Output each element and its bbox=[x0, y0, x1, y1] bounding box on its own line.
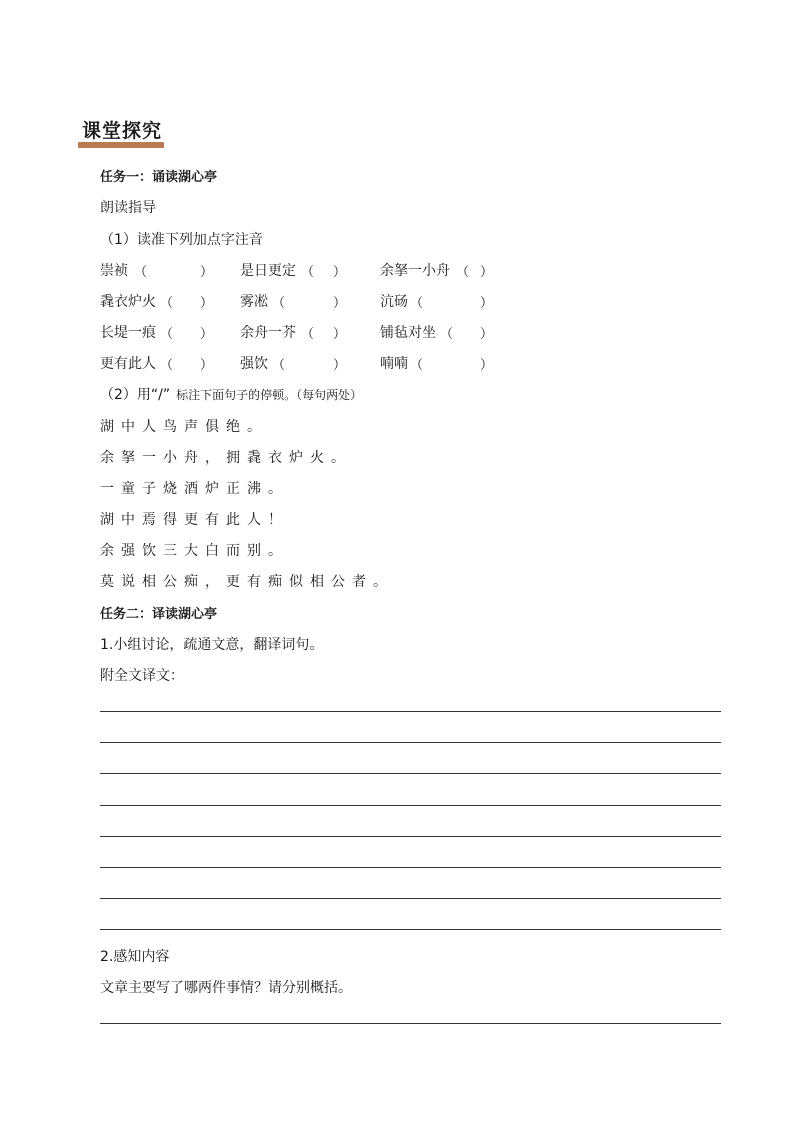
word: 铺毡对坐 bbox=[380, 325, 436, 341]
answer-paren-open: （ bbox=[134, 265, 148, 280]
answer-paren-close: ） bbox=[480, 296, 494, 311]
answer-paren-close: ） bbox=[333, 358, 347, 373]
reading-guide-label: 朗读指导 bbox=[100, 200, 156, 216]
section-title-underline bbox=[78, 142, 164, 148]
slash-symbol: “/” bbox=[150, 387, 171, 403]
translation-label: 附全文译文： bbox=[100, 668, 184, 684]
word: 余拏一小舟 bbox=[380, 263, 450, 279]
answer-line[interactable] bbox=[100, 742, 721, 743]
word: 毳衣炉火 bbox=[100, 294, 156, 310]
sentence: 莫说相公痴，更有痴似相公者。 bbox=[100, 574, 394, 590]
word: 喃喃 bbox=[380, 356, 408, 372]
answer-line[interactable] bbox=[100, 867, 721, 868]
answer-paren-close: ） bbox=[200, 296, 214, 311]
word: 强饮 bbox=[240, 356, 268, 372]
word-cell bbox=[100, 291, 156, 311]
question-2 bbox=[100, 384, 362, 404]
word-cell bbox=[380, 260, 450, 280]
word: 余舟一芥 bbox=[240, 325, 296, 341]
section-title: 课堂探究 bbox=[82, 120, 163, 142]
task2-item-2-question: 文章主要写了哪两件事情？请分别概括。 bbox=[100, 980, 352, 996]
answer-paren-open: （ bbox=[410, 358, 424, 373]
answer-paren-open: （ bbox=[301, 265, 315, 280]
answer-paren-open: （ bbox=[160, 296, 174, 311]
sentence: 余强饮三大白而别。 bbox=[100, 543, 289, 559]
word-cell bbox=[240, 291, 268, 311]
answer-paren-open: （ bbox=[440, 327, 454, 342]
answer-paren-close: ） bbox=[480, 265, 494, 280]
question-1: （1）读准下列加点字注音 bbox=[100, 232, 263, 248]
answer-line[interactable] bbox=[100, 929, 721, 930]
task2-item-1: 1.小组讨论，疏通文意，翻译词句。 bbox=[100, 637, 324, 653]
word-cell bbox=[380, 353, 408, 373]
answer-paren-open: （ bbox=[301, 327, 315, 342]
answer-paren-open: （ bbox=[160, 358, 174, 373]
answer-paren-close: ） bbox=[200, 265, 214, 280]
answer-paren-close: ） bbox=[333, 296, 347, 311]
word-cell bbox=[240, 260, 296, 280]
sentence: 一童子烧酒炉正沸。 bbox=[100, 481, 289, 497]
answer-paren-close: ） bbox=[200, 358, 214, 373]
answer-line[interactable] bbox=[100, 773, 721, 774]
answer-paren-close: ） bbox=[200, 327, 214, 342]
answer-line[interactable] bbox=[100, 1023, 721, 1024]
sentence: 湖中人鸟声俱绝。 bbox=[100, 419, 268, 435]
answer-line[interactable] bbox=[100, 898, 721, 899]
word: 更有此人 bbox=[100, 356, 156, 372]
answer-paren-close: ） bbox=[333, 265, 347, 280]
answer-paren-open: （ bbox=[410, 296, 424, 311]
answer-line[interactable] bbox=[100, 711, 721, 712]
answer-paren-open: （ bbox=[160, 327, 174, 342]
answer-paren-close: ） bbox=[480, 358, 494, 373]
answer-paren-close: ） bbox=[333, 327, 347, 342]
task2-item-2: 2.感知内容 bbox=[100, 949, 170, 965]
answer-paren-open: （ bbox=[272, 358, 286, 373]
word-cell bbox=[100, 353, 156, 373]
answer-paren-close: ） bbox=[480, 327, 494, 342]
word-cell bbox=[100, 322, 156, 342]
word: 崇祯 bbox=[100, 263, 128, 279]
question-2-suffix: 标注下面句子的停顿。（每句两处） bbox=[176, 388, 363, 402]
sentence: 湖中焉得更有此人！ bbox=[100, 512, 289, 528]
task2-heading: 任务二：译读湖心亭 bbox=[100, 607, 218, 622]
answer-paren-open: （ bbox=[456, 265, 470, 280]
word: 沆砀 bbox=[380, 294, 408, 310]
word: 是日更定 bbox=[240, 263, 296, 279]
word: 长堤一痕 bbox=[100, 325, 156, 341]
question-2-prefix: （2）用 bbox=[100, 387, 151, 403]
word-cell bbox=[100, 260, 128, 280]
answer-paren-open: （ bbox=[272, 296, 286, 311]
task1-heading: 任务一：诵读湖心亭 bbox=[100, 170, 218, 185]
word: 雾凇 bbox=[240, 294, 268, 310]
sentence: 余拏一小舟，拥毳衣炉火。 bbox=[100, 450, 352, 466]
word-cell bbox=[380, 322, 436, 342]
word-cell bbox=[380, 291, 408, 311]
answer-line[interactable] bbox=[100, 805, 721, 806]
word-cell bbox=[240, 322, 296, 342]
word-cell bbox=[240, 353, 268, 373]
answer-line[interactable] bbox=[100, 836, 721, 837]
